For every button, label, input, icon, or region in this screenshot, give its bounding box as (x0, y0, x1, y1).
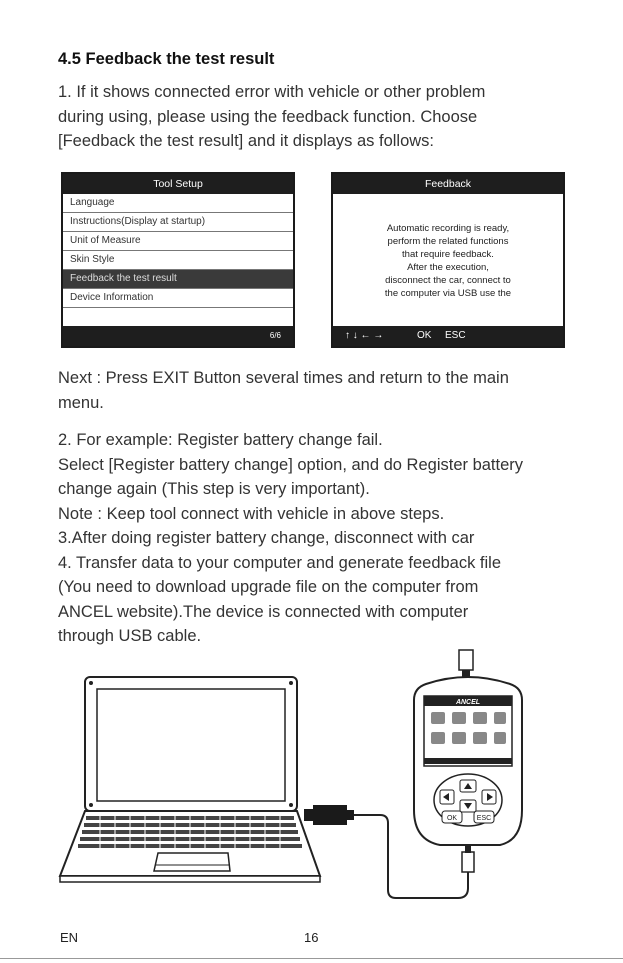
menu-item-device-information[interactable]: Device Information (63, 289, 293, 308)
text-line: ANCEL website).The device is connected with computer (58, 602, 469, 621)
menu-item-language[interactable]: Language (63, 194, 293, 213)
section-heading: 4.5 Feedback the test result (58, 50, 275, 68)
page-number: 16 (304, 930, 319, 945)
brand-label: ANCEL (455, 699, 481, 706)
screen-title: Feedback (333, 174, 563, 194)
feedback-line: that require feedback. (402, 249, 494, 260)
text-line: Select [Register battery change] option, and do Register battery (58, 455, 524, 474)
page-indicator: 6/6 (269, 331, 281, 340)
esc-label: ESC (445, 330, 466, 341)
language-label: EN (60, 930, 79, 945)
text-line: 4. Transfer data to your computer and generate feedback file (58, 553, 502, 572)
text-line: menu. (58, 393, 104, 412)
steps-paragraph (58, 428, 523, 649)
text-line: change again (This step is very important). (58, 480, 370, 498)
arrow-keys-icon: ↑ ↓ ← → (345, 330, 384, 341)
tool-setup-screen (61, 172, 295, 348)
menu-item-instructions[interactable]: Instructions(Display at startup) (63, 213, 293, 232)
text-line: during using, please using the feedback function. Choose (58, 107, 478, 126)
feedback-screen (331, 172, 565, 348)
feedback-line: disconnect the car, connect to (385, 275, 511, 286)
feedback-line: After the execution, (407, 262, 489, 273)
usb-plug-icon (304, 805, 354, 825)
screen-footer (63, 326, 293, 346)
text-line: Next : Press EXIT Button several times and return to the main (58, 369, 509, 387)
mini-usb-connector-icon (462, 852, 474, 872)
text-line: 3.After doing register battery change, disconnect with car (58, 529, 475, 547)
menu-item-skin-style[interactable]: Skin Style (63, 251, 293, 270)
text-line: Note : Keep tool connect with vehicle in above steps. (58, 504, 445, 523)
menu-item-feedback[interactable]: Feedback the test result (63, 270, 293, 289)
screen-footer (333, 326, 563, 346)
feedback-line: Automatic recording is ready, (386, 223, 510, 234)
laptop-icon (60, 677, 320, 882)
ok-label: OK (417, 330, 432, 341)
text-line: 1. If it shows connected error with vehicle or other problem (58, 83, 486, 101)
screen-title: Tool Setup (63, 174, 293, 194)
next-paragraph (58, 366, 509, 415)
ok-key-label: OK (446, 815, 458, 822)
text-line: (You need to download upgrade file on the computer from (58, 578, 479, 596)
esc-key-label: ESC (476, 815, 492, 822)
text-line: through USB cable. (58, 627, 202, 645)
feedback-line: the computer via USB use the (384, 288, 512, 299)
text-line: 2. For example: Register battery change fail. (58, 431, 383, 449)
text-line: [Feedback the test result] and it displays as follows: (58, 132, 435, 150)
feedback-line: perform the related functions (387, 236, 509, 247)
feedback-message (333, 194, 563, 300)
intro-paragraph (58, 80, 485, 154)
obd-scanner-icon (414, 650, 522, 845)
connection-illustration (0, 640, 623, 920)
bottom-rule (0, 958, 623, 959)
menu-item-unit-of-measure[interactable]: Unit of Measure (63, 232, 293, 251)
